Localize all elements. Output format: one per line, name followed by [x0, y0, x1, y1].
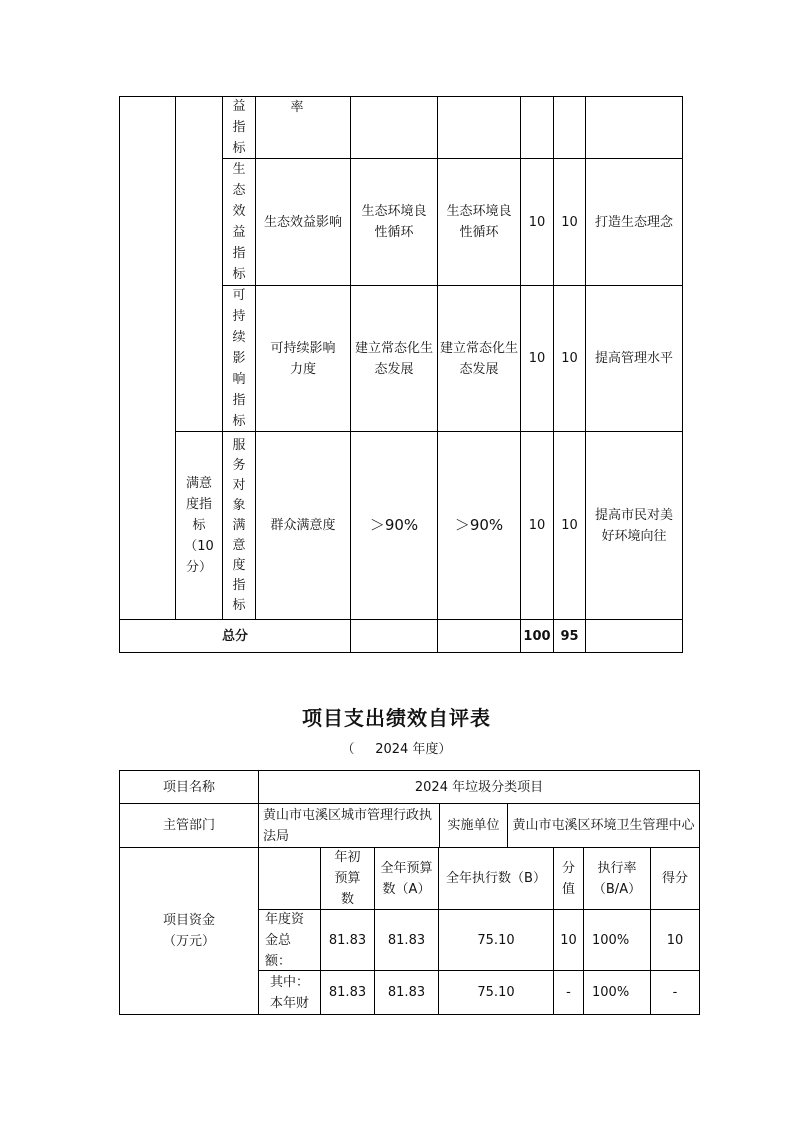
weight-cell: 10	[528, 518, 546, 533]
indicator-name-cell: 可持续影响力度	[270, 340, 336, 377]
score-value: -	[672, 985, 678, 1000]
target-value-cell: 建立常态化生态发展	[355, 340, 434, 377]
level3-indicator-cell: 可 持 续 影 响 指 标	[232, 288, 246, 429]
remark-cell: 打造生态理念	[594, 214, 673, 230]
header-annual-budget: 全年预算数（A）	[380, 860, 433, 897]
project-fund-label: 项目资金 （万元）	[162, 913, 215, 949]
executed-value: 75.10	[477, 932, 515, 948]
score-cell: 10	[561, 351, 578, 366]
target-value-cell: 生态环境良性循环	[361, 204, 427, 240]
annual-budget-value: 81.83	[387, 932, 426, 948]
header-initial-budget: 年初预算数	[334, 850, 361, 907]
header-rate: 执行率（B/A）	[592, 860, 642, 897]
header-weight: 分值	[561, 860, 575, 897]
score-cell: 10	[561, 214, 578, 230]
target-value-cell: ＞90%	[369, 516, 419, 534]
indicator-name-cell: 率	[290, 100, 304, 115]
rate-value: 100%	[592, 932, 630, 948]
total-label-cell: 总分	[221, 628, 248, 644]
fund-row-label: 其中：本年财	[269, 974, 309, 1011]
remark-cell: 提高市民对美好环境向往	[594, 507, 673, 544]
impl-unit-label: 实施单位	[447, 818, 500, 833]
page-title: 项目支出绩效自评表	[302, 706, 491, 730]
project-name-value: 2024 年垃圾分类项目	[414, 779, 544, 795]
weight-value: -	[566, 985, 571, 1000]
level3-indicator-cell: 生 态 效 益 指 标	[232, 162, 246, 282]
indicator-name-cell: 生态效益影响	[263, 214, 342, 230]
weight-cell: 10	[528, 214, 546, 230]
rate-value: 100%	[592, 985, 630, 1000]
total-weight-cell: 100	[523, 628, 551, 644]
executed-value: 75.10	[477, 985, 515, 1000]
fund-row-label: 年度资金总额：	[265, 911, 305, 969]
header-executed: 全年执行数（B）	[446, 871, 546, 886]
page-subtitle: （ 2024 年度）	[341, 742, 452, 757]
actual-value-cell: 建立常态化生态发展	[440, 340, 519, 377]
actual-value-cell: ＞90%	[454, 516, 504, 534]
total-score-cell: 95	[560, 628, 579, 644]
score-value: 10	[666, 932, 684, 948]
weight-value: 10	[560, 932, 577, 948]
project-name-label: 项目名称	[162, 779, 215, 795]
initial-budget-value: 81.83	[328, 985, 367, 1000]
level3-indicator-cell: 益 指 标	[232, 99, 246, 156]
initial-budget-value: 81.83	[328, 932, 367, 948]
dept-value: 黄山市屯溪区城市管理行政执法局	[263, 807, 433, 844]
score-cell: 10	[561, 518, 578, 533]
header-score: 得分	[661, 871, 688, 886]
dept-label: 主管部门	[162, 818, 215, 833]
remark-cell: 提高管理水平	[594, 351, 673, 366]
weight-cell: 10	[528, 351, 546, 366]
impl-unit-value: 黄山市屯溪区环境卫生管理中心	[512, 818, 695, 833]
indicator-name-cell: 群众满意度	[270, 518, 336, 533]
annual-budget-value: 81.83	[387, 985, 426, 1000]
actual-value-cell: 生态环境良性循环	[446, 204, 512, 240]
level2-indicator-cell: 满意 度指 标 （10 分）	[184, 476, 214, 575]
level3-indicator-cell: 服 务 对 象 满 意 度 指 标	[232, 437, 246, 613]
